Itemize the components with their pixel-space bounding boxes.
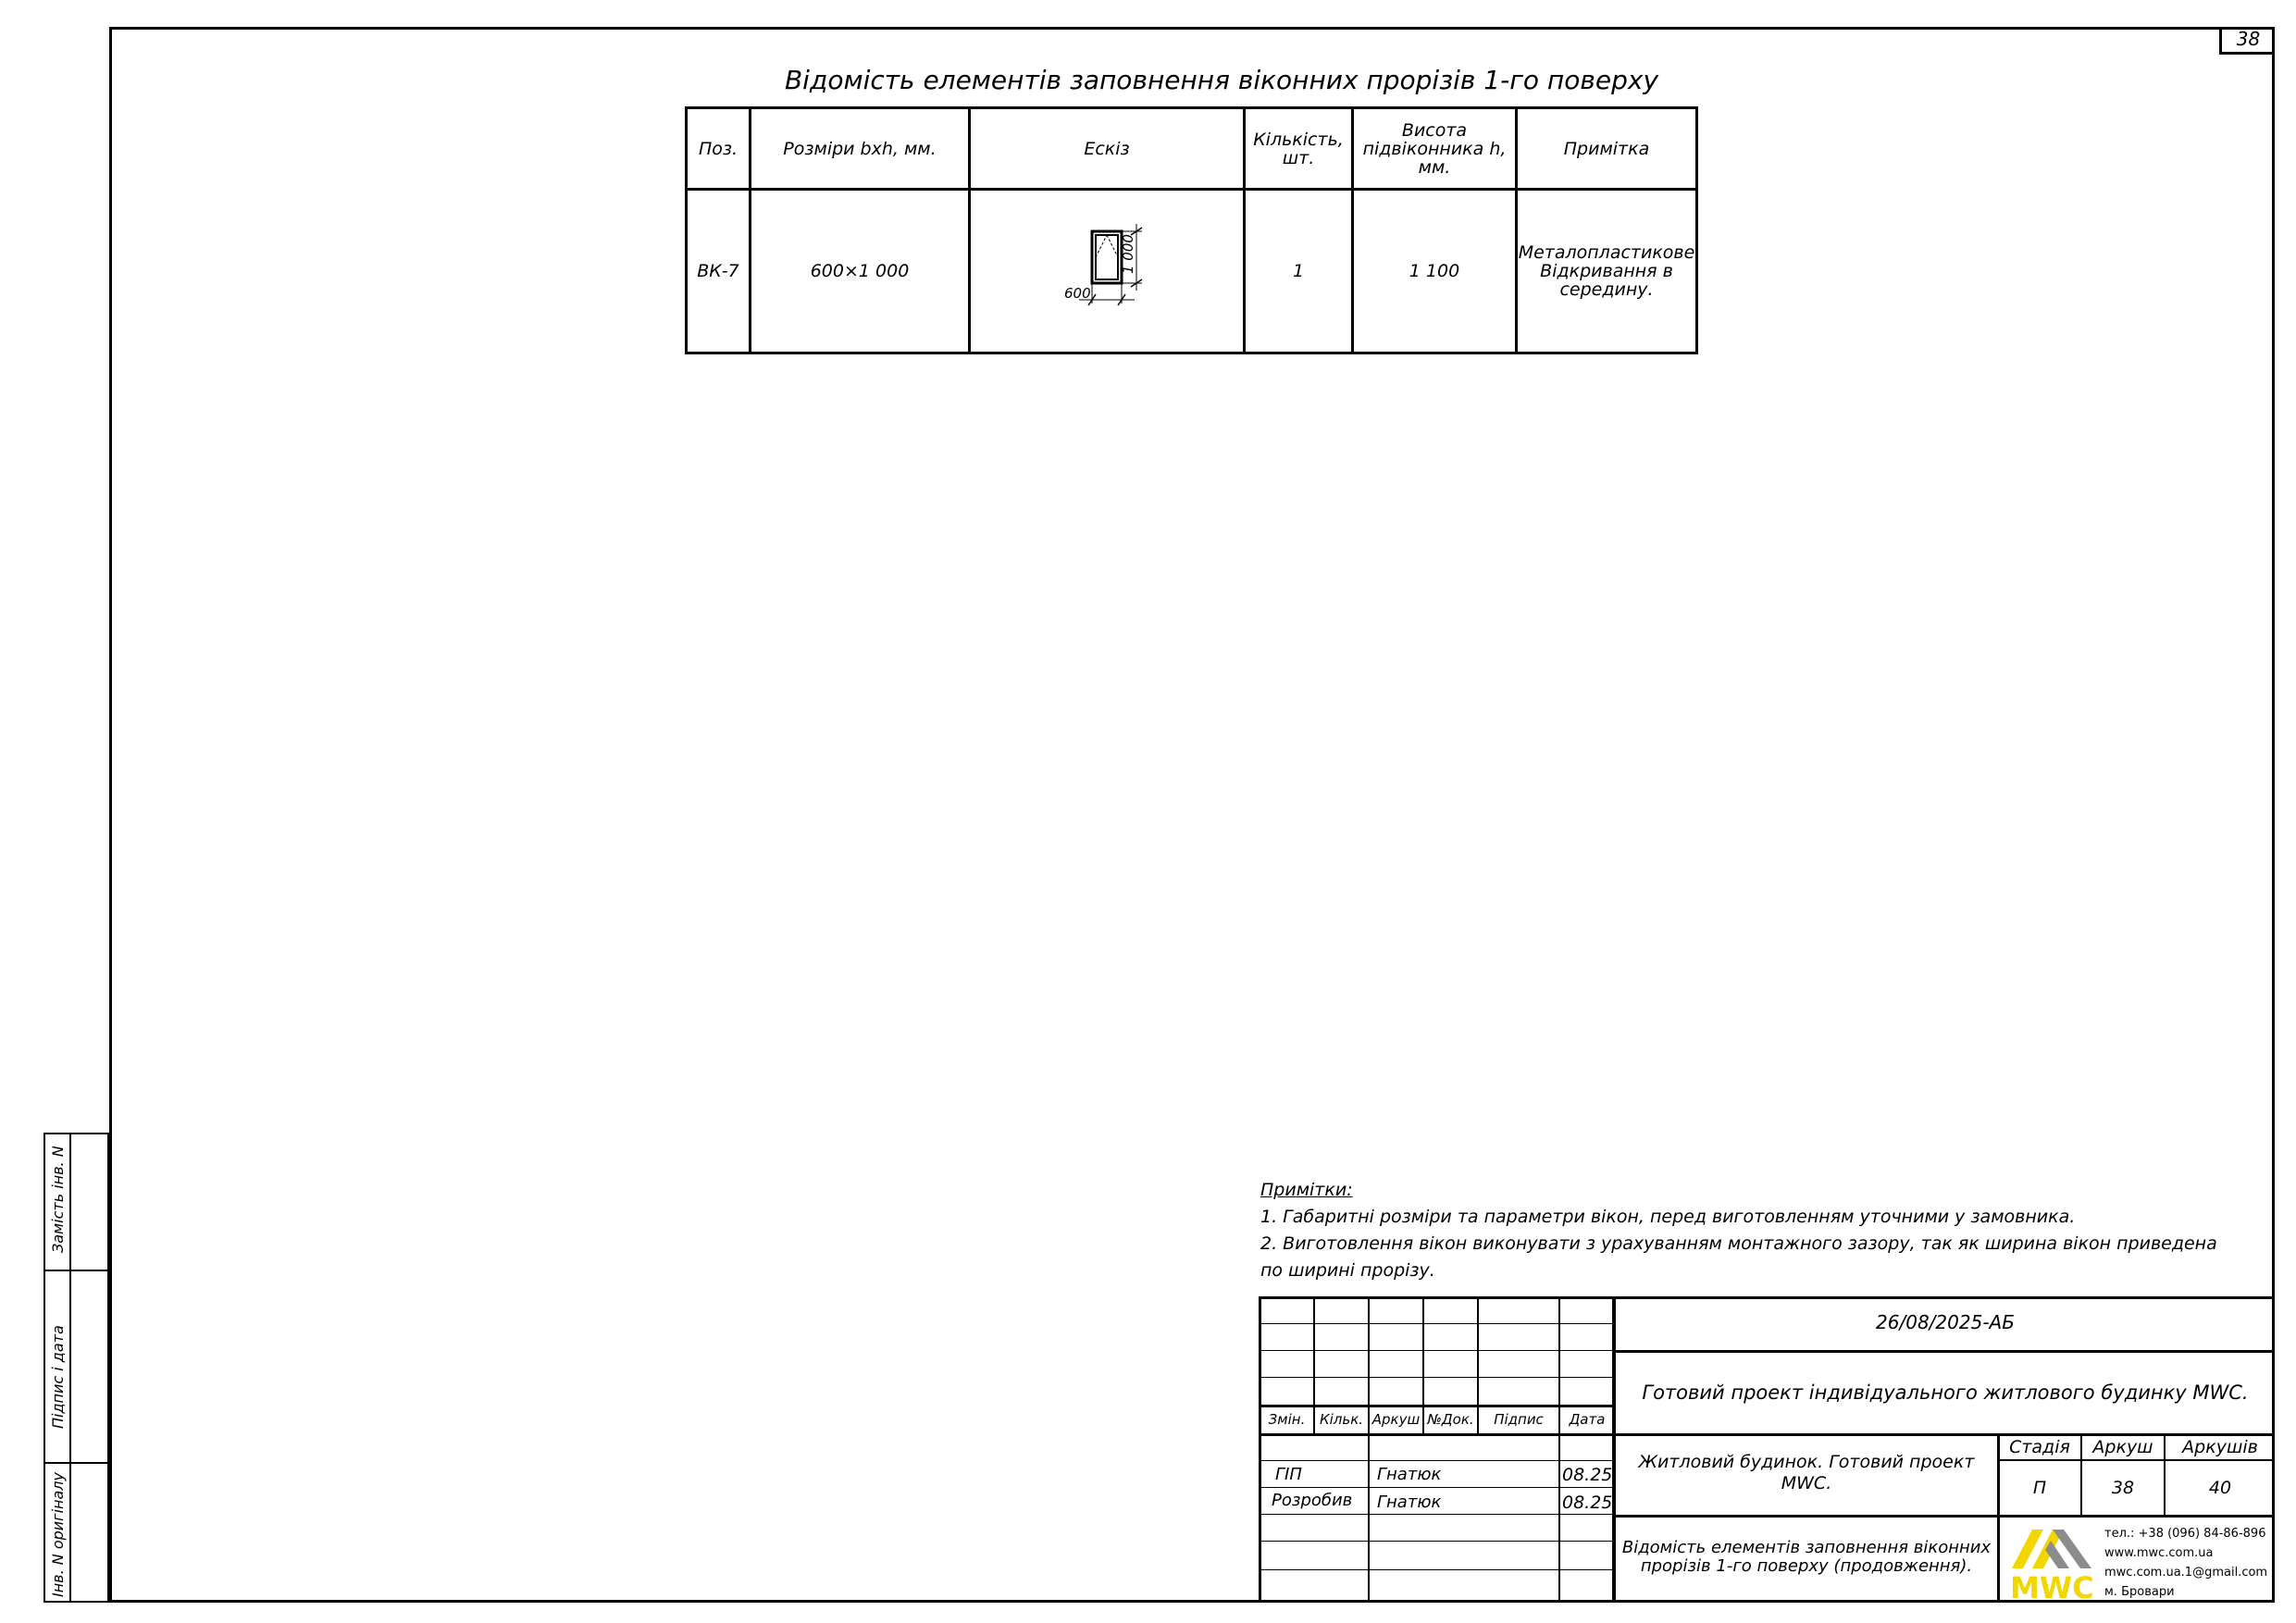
- role-developer: Розробив: [1272, 1491, 1353, 1510]
- stamp-cell-signature: [43, 1270, 109, 1464]
- cell-quantity: 1: [1245, 190, 1353, 353]
- stage-label: Стадія: [2009, 1437, 2070, 1457]
- stamp-label-signature: Підпис і дата: [49, 1325, 67, 1429]
- cell-pos: ВК-7: [687, 190, 751, 353]
- col-header-sheet: Аркуш: [1371, 1411, 1421, 1428]
- col-header-change: Змін.: [1268, 1411, 1306, 1428]
- sheets-label: Аркушів: [2182, 1437, 2258, 1457]
- date-gip: 08.25: [1562, 1465, 1613, 1485]
- contact-email: mwc.com.ua.1@gmail.com: [2104, 1566, 2268, 1580]
- stamp-label-replacement: Замість інв. N: [49, 1146, 67, 1253]
- mwc-logo-icon: [2008, 1522, 2097, 1600]
- cell-note: Металопластикове Відкривання в середину.: [1517, 190, 1697, 353]
- contact-phone: тел.: +38 (096) 84-86-896: [2104, 1527, 2266, 1541]
- table-row: [687, 190, 1697, 353]
- cell-size: 600×1 000: [751, 190, 970, 353]
- sheet-label: Аркуш: [2092, 1437, 2153, 1457]
- note-item-2: 2. Виготовлення вікон виконувати з урахуванням монтажного зазору, так як ширина вікон приведена по ширині прорізу.: [1260, 1233, 2217, 1281]
- stage-value: П: [2032, 1478, 2047, 1498]
- role-gip: ГІП: [1275, 1465, 1302, 1484]
- name-developer: Гнатюк: [1377, 1493, 1442, 1512]
- header-note: Примітка: [1517, 108, 1697, 190]
- col-header-signature: Підпис: [1494, 1411, 1544, 1428]
- header-quantity: Кількість, шт.: [1245, 108, 1353, 190]
- cell-sill-height: 1 100: [1353, 190, 1517, 353]
- col-header-doc: №Док.: [1427, 1411, 1474, 1428]
- object-name: Житловий будинок. Готовий проект MWC.: [1638, 1452, 1975, 1493]
- stamp-cell-replacement: [43, 1133, 109, 1271]
- name-gip: Гнатюк: [1377, 1465, 1442, 1484]
- contact-site: www.mwc.com.ua: [2104, 1546, 2214, 1560]
- col-header-qty: Кільк.: [1319, 1411, 1364, 1428]
- header-sketch: Ескіз: [970, 108, 1245, 190]
- window-sketch-icon: [1051, 220, 1162, 322]
- note-item-1: 1. Габаритні розміри та параметри вікон, перед виготовленням уточними у замовника.: [1260, 1207, 2076, 1227]
- stamp-cell-original: [43, 1462, 109, 1603]
- logo-text: MWC: [2010, 1570, 2094, 1600]
- table-header-row: [687, 108, 1697, 190]
- stamp-label-original: Інв. N оригіналу: [49, 1472, 67, 1597]
- contact-city: м. Бровари: [2104, 1585, 2175, 1599]
- left-stamp: [43, 1133, 109, 1603]
- notes-heading: Примітки:: [1260, 1180, 1353, 1200]
- header-size: Розміри bxh, мм.: [751, 108, 970, 190]
- window-schedule-table: [685, 106, 1698, 354]
- sheet-value: 38: [2111, 1478, 2135, 1498]
- sketch-height-label: 1 000: [1120, 234, 1136, 274]
- header-sill-height: Висота підвіконника h, мм.: [1353, 108, 1517, 190]
- contact-block: [2104, 1524, 2267, 1602]
- project-name: Готовий проект індивідуального житлового будинку MWC.: [1642, 1381, 2249, 1404]
- sketch-width-label: 600: [1064, 285, 1091, 302]
- page-number: 38: [2219, 27, 2275, 55]
- date-developer: 08.25: [1562, 1493, 1613, 1513]
- sheets-value: 40: [2208, 1478, 2232, 1498]
- header-pos: Поз.: [687, 108, 751, 190]
- document-code: 26/08/2025-АБ: [1876, 1311, 2015, 1333]
- col-header-date: Дата: [1569, 1411, 1606, 1428]
- notes: [1260, 1177, 2241, 1284]
- title-block: [1259, 1296, 2275, 1603]
- sheet-title: Відомість елементів заповнення віконних прорізів 1-го поверху (продовження).: [1621, 1538, 1992, 1576]
- cell-sketch: [970, 190, 1245, 353]
- schedule-title: Відомість елементів заповнення віконних прорізів 1-го поверху: [784, 65, 1659, 95]
